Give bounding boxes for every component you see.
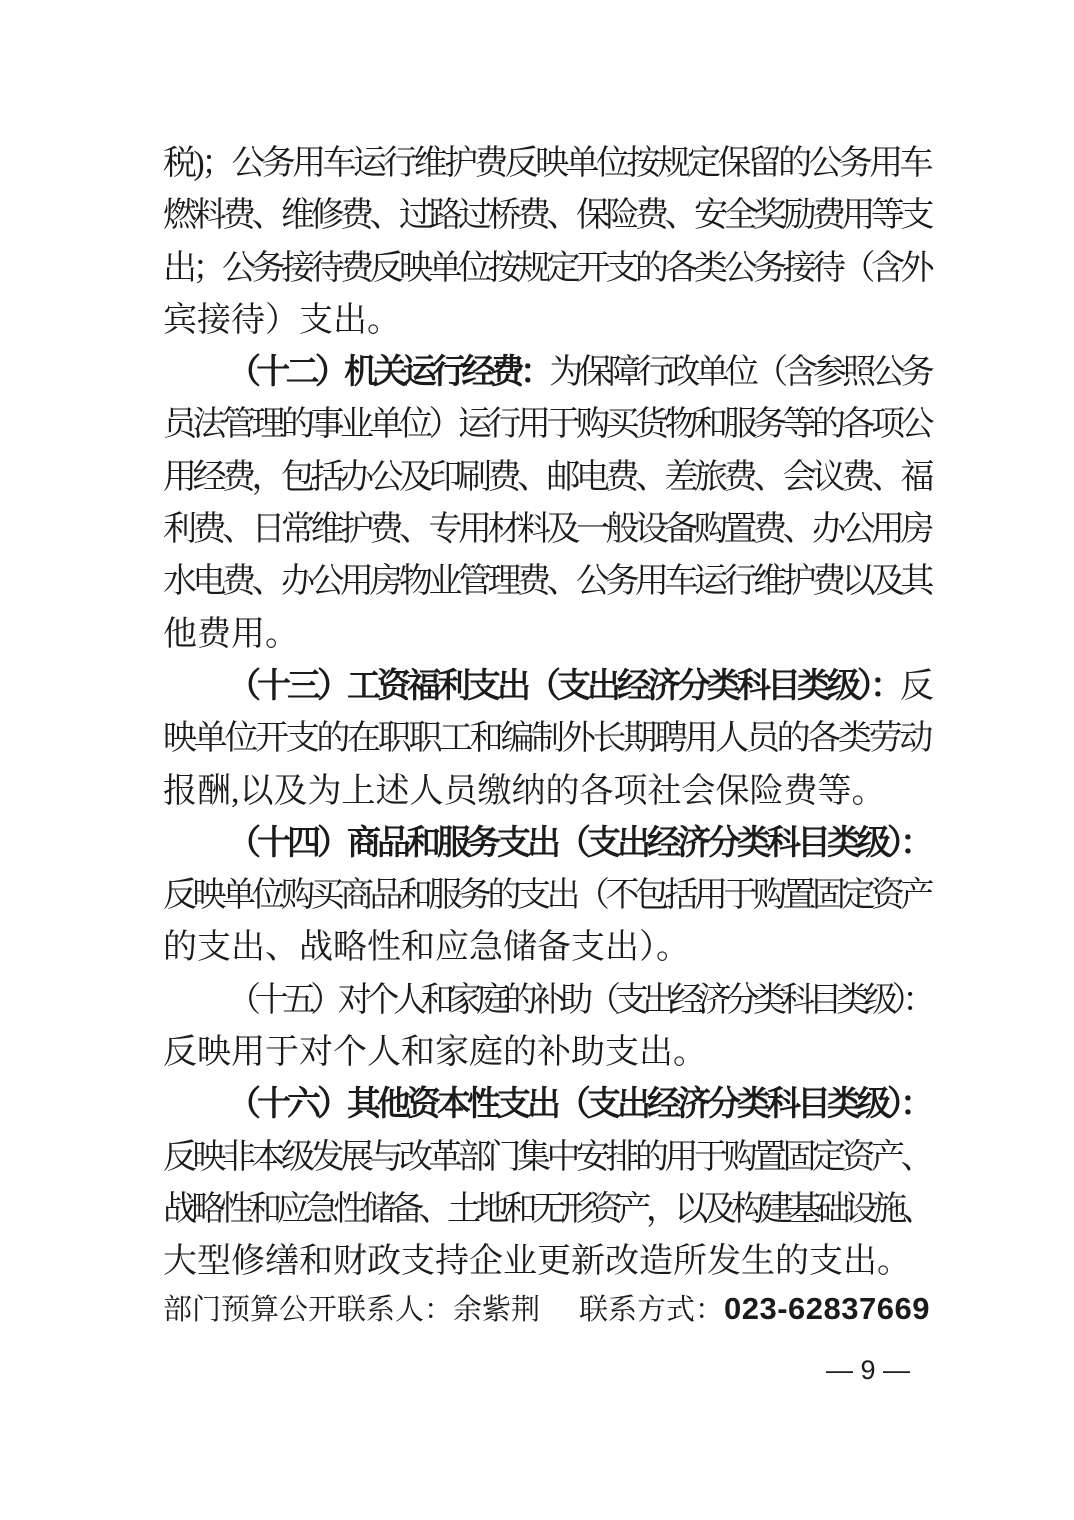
paragraph-item-15	[163, 975, 930, 1080]
body-text: 用经费，包括办公及印刷费、邮电费、差旅费、会议费、福	[163, 458, 930, 496]
body-text: 反映用于对个人和家庭的补助支出。	[163, 1034, 707, 1072]
body-text: 利费、日常维护费、专用材料及一般设备购置费、办公用房	[163, 511, 930, 549]
contact-person	[163, 1284, 540, 1336]
phone-number: 023-62837669	[724, 1291, 930, 1326]
text-line	[163, 766, 930, 818]
body-text: 反	[900, 667, 930, 705]
body-text: 的支出、战略性和应急储备支出）。	[163, 929, 690, 967]
text-line	[163, 975, 930, 1027]
text-line	[163, 347, 930, 399]
text-line	[163, 1236, 930, 1288]
text-line	[163, 556, 930, 608]
section-heading-text: （十六）其他资本性支出（支出经济分类科目类级）：	[227, 1086, 930, 1124]
body-text: 员法管理的事业单位）运行用于购买货物和服务等的各项公	[163, 406, 930, 444]
body-text: 他费用。	[163, 615, 299, 653]
body-text: 宾接待）支出。	[163, 301, 401, 339]
text-line	[163, 1027, 930, 1079]
body-text: （十五）对个人和家庭的补助（支出经济分类科目类级）：	[227, 981, 930, 1019]
text-line	[163, 661, 930, 713]
text-line	[163, 818, 930, 870]
phone-label: 联系方式：	[579, 1294, 725, 1326]
body-text: 税)；公务用车运行维护费反映单位按规定保留的公务用车	[163, 145, 930, 182]
body-text: 报酬,以及为上述人员缴纳的各项社会保险费等。	[163, 772, 886, 810]
paragraph-item-16	[163, 1079, 930, 1288]
body-text: 出；公务接待费反映单位按规定开支的各类公务接待（含外	[163, 249, 930, 287]
body-text: 战略性和应急性储备、土地和无形资产，以及构建基础设施、	[163, 1190, 930, 1228]
text-line	[163, 870, 930, 922]
text-line	[163, 1079, 930, 1131]
contact-name: 余紫荆	[453, 1294, 541, 1326]
body-text: 为保障行政单位（含参照公务	[549, 354, 931, 392]
paragraph-carryover	[163, 138, 930, 347]
section-heading-text: （十四）商品和服务支出（支出经济分类科目类级）：	[227, 824, 930, 862]
body-text: 燃料费、维修费、过路过桥费、保险费、安全奖励费用等支	[163, 197, 930, 235]
body-text: 反映非本级发展与改革部门集中安排的用于购置固定资产、	[163, 1138, 930, 1176]
text-line	[163, 399, 930, 451]
text-line	[163, 295, 930, 347]
text-line	[163, 138, 930, 190]
paragraph-item-14	[163, 818, 930, 975]
section-heading-text: （十三）工资福利支出（支出经济分类科目类级）：	[227, 667, 900, 705]
body-text: 水电费、办公用房物业管理费、公务用车运行维护费以及其	[163, 563, 930, 601]
text-line	[163, 452, 930, 504]
text-line	[163, 713, 930, 765]
contact-method	[579, 1283, 930, 1336]
text-line	[163, 609, 930, 661]
text-line	[163, 1132, 930, 1184]
text-line	[163, 922, 930, 974]
text-line	[163, 504, 930, 556]
contact-line	[163, 1283, 930, 1335]
body-text: 反映单位购买商品和服务的支出（不包括用于购置固定资产	[163, 877, 930, 915]
body-text: 映单位开支的在职职工和编制外长期聘用人员的各类劳动	[163, 720, 930, 758]
paragraph-item-12	[163, 347, 930, 661]
body-text: 大型修缮和财政支持企业更新改造所发生的支出。	[163, 1243, 911, 1281]
text-line	[163, 1184, 930, 1236]
document-body	[163, 138, 930, 1289]
paragraph-item-13	[163, 661, 930, 818]
contact-label: 部门预算公开联系人：	[163, 1294, 454, 1326]
text-line	[163, 243, 930, 295]
section-heading-text: （十二）机关运行经费：	[227, 354, 550, 392]
text-line	[163, 190, 930, 242]
page-number: — 9 —	[825, 1355, 910, 1385]
